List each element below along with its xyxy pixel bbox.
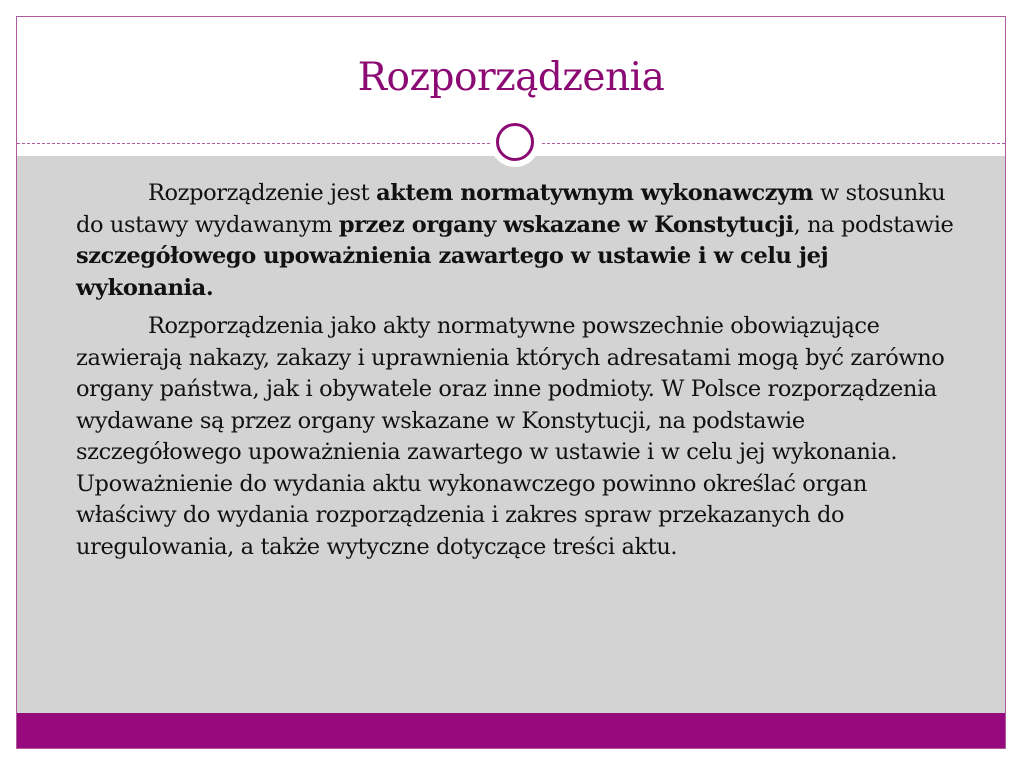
paragraph1-bold-2: przez organy wskazane w Konstytucji — [338, 211, 794, 238]
bottom-bar — [17, 713, 1005, 748]
content-area — [17, 156, 1005, 716]
paragraph1-bold-3: szczegółowego upoważnienia zawartego w ustawie i w celu jej wykonania. — [76, 243, 829, 301]
paragraph1-text-1: Rozporządzenie jest — [148, 180, 377, 206]
circle-ring-icon — [490, 117, 540, 167]
slide-title: Rozporządzenia — [357, 55, 665, 100]
paragraph1-text-2: w stosunku do ustawy wydawanym — [76, 180, 946, 238]
slide — [16, 16, 1006, 749]
body-text — [76, 178, 956, 563]
paragraph-description: Rozporządzenia jako akty normatywne powszechnie obowiązujące zawierają nakazy, zakazy i uprawnienia których adresatami mogą być zarówno organy państwa, jak i obywatele oraz inne podmioty. W Polsce rozporządzenia wydawane są przez organy wskazane w Konstytucji, na podstawie szczegółowego upoważnienia zawartego w ustawie i w celu jej wykonania. Upoważnienie do wydania aktu wykonawczego powinno określać organ właściwy do wydania rozporządzenia i zakres spraw przekazanych do uregulowania, a także wytyczne dotyczące treści aktu. — [76, 313, 945, 560]
ring-icon — [496, 123, 534, 161]
paragraph1-bold-1: aktem normatywnym wykonawczym — [376, 180, 814, 206]
paragraph-definition — [76, 178, 956, 304]
paragraph1-text-3: , na podstawie — [793, 211, 954, 238]
